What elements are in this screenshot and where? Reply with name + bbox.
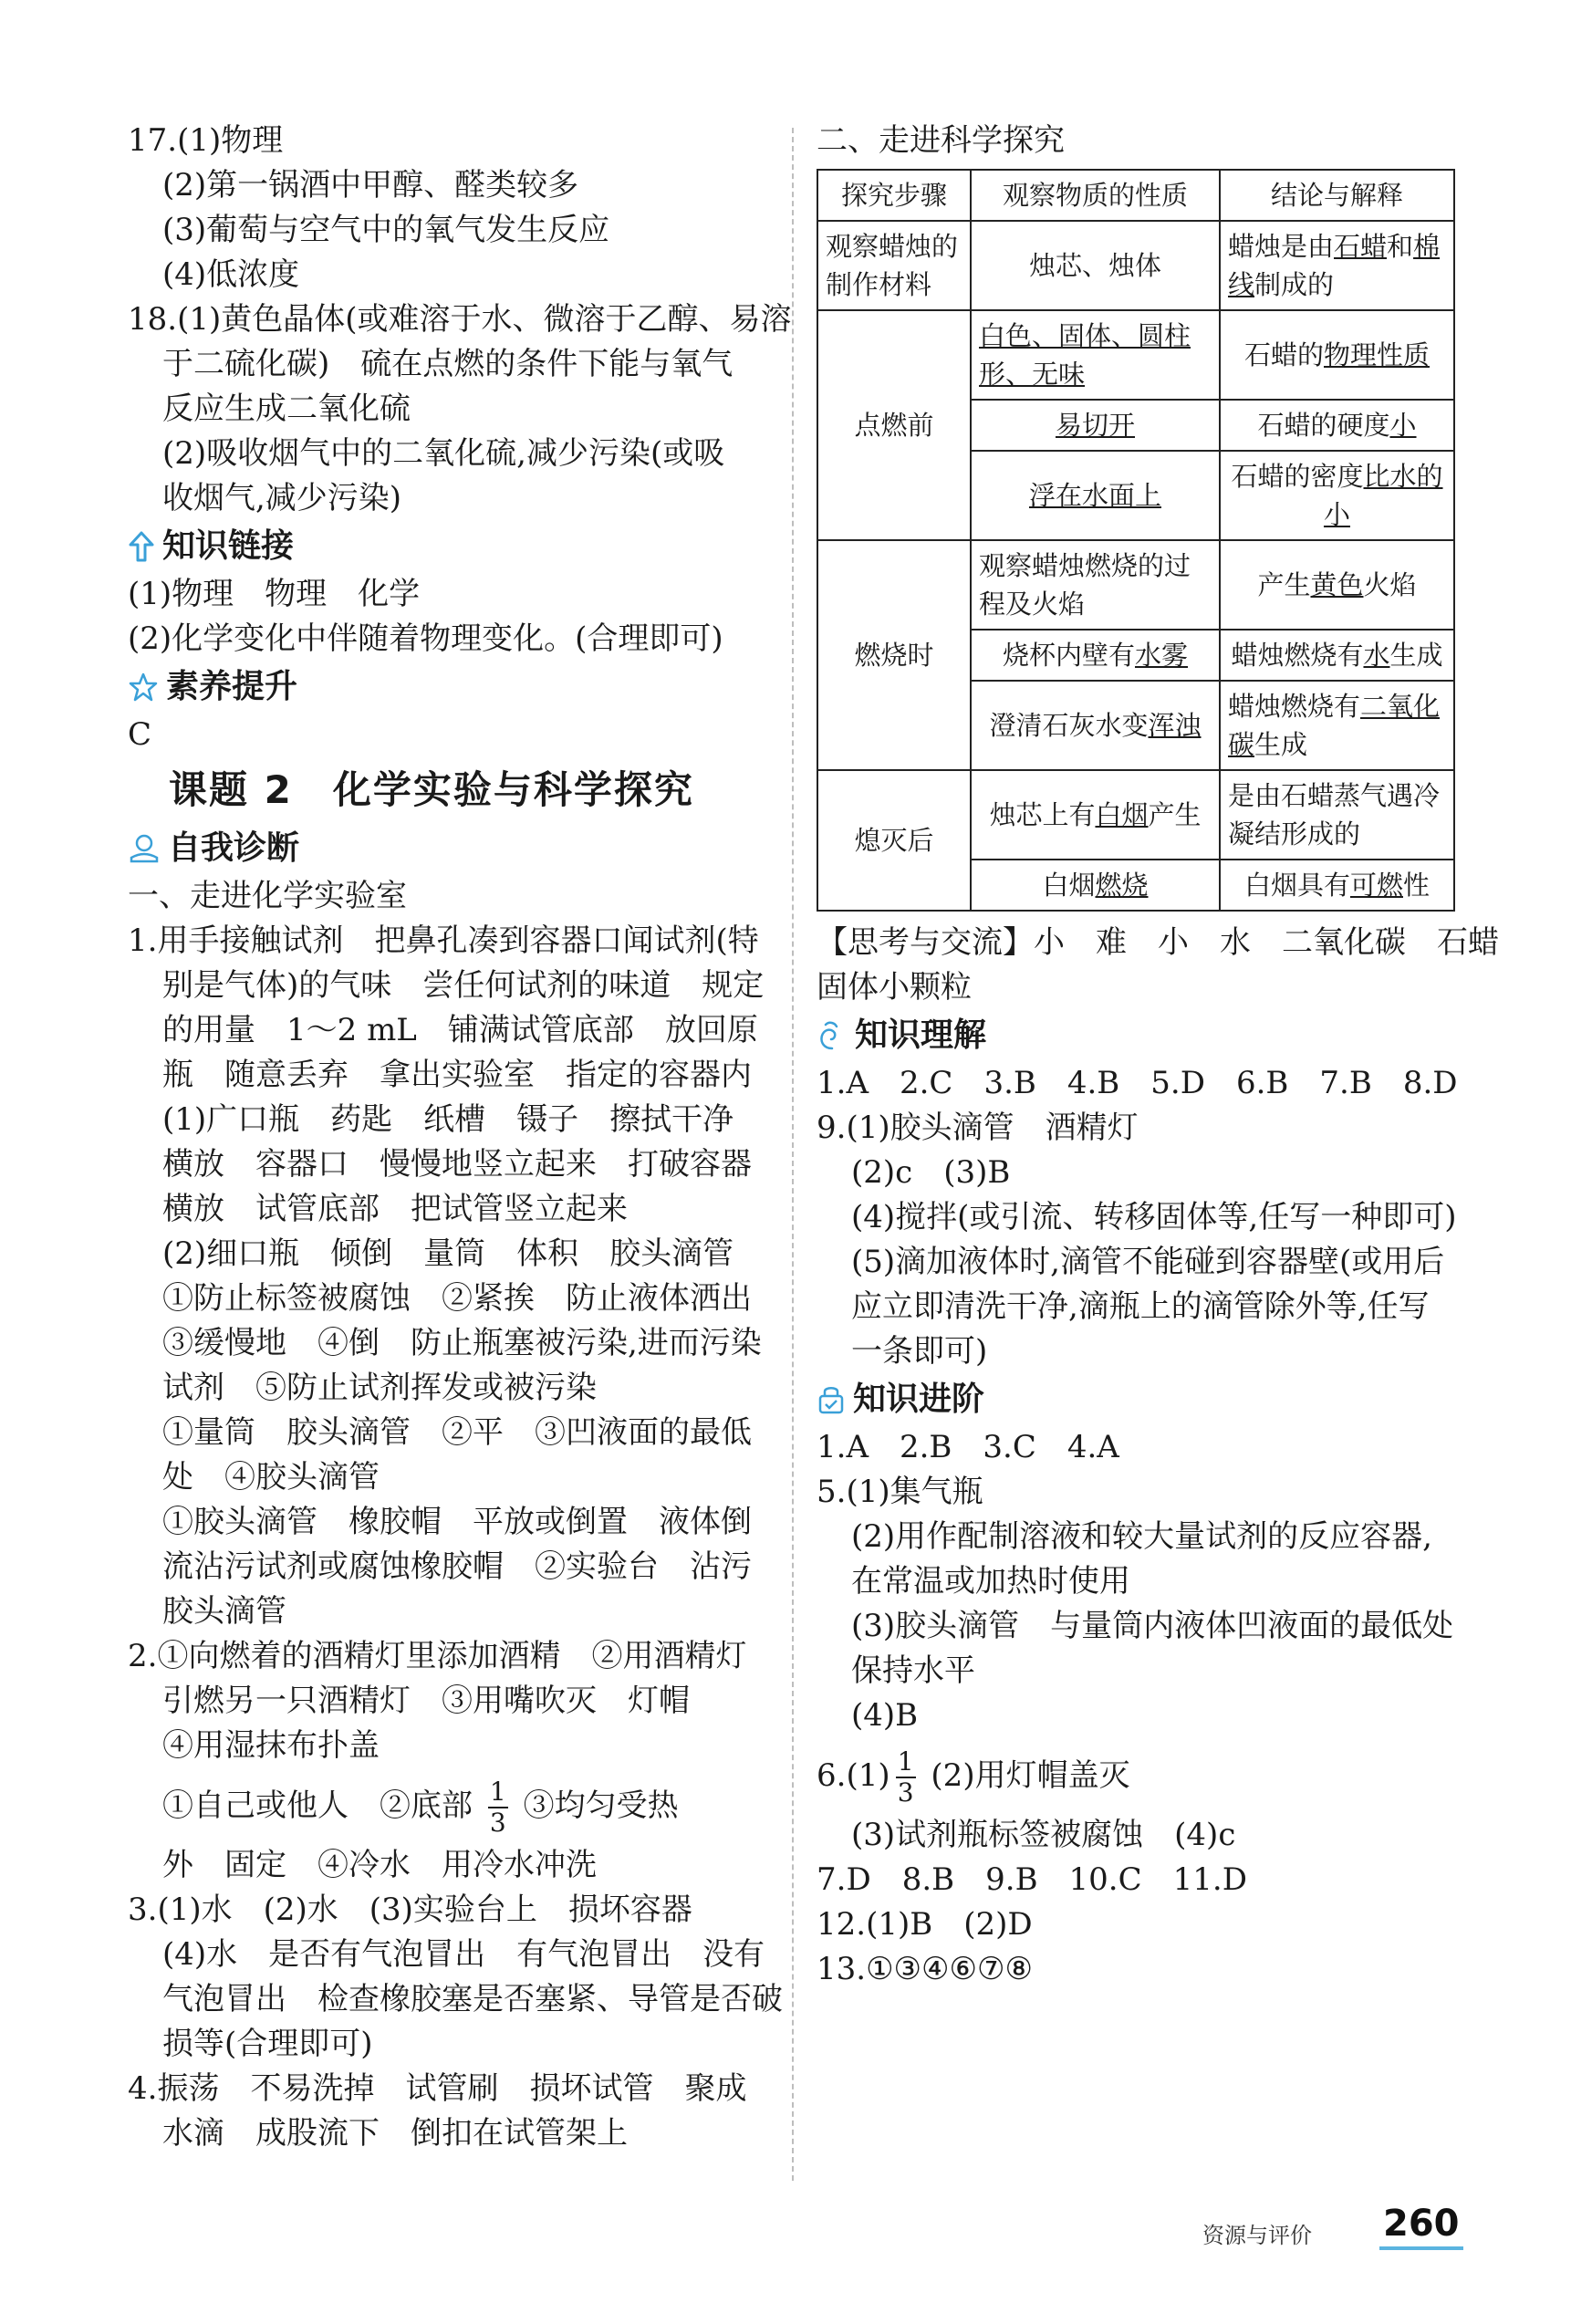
answer-line: (3)胶头滴管 与量筒内液体凹液面的最低处 — [851, 1608, 1454, 1644]
answer-line: (5)滴加液体时,滴管不能碰到容器壁(或用后 — [851, 1244, 1445, 1280]
underlined-answer: 水 — [1363, 640, 1390, 671]
lesson-title: 课题 2 化学实验与科学探究 — [169, 767, 694, 812]
underlined-answer: 黄色 — [1310, 569, 1364, 600]
section-title: 知识理解 — [855, 1016, 987, 1054]
text: 生成 — [1254, 729, 1308, 760]
header-observe: 观察物质的性质 — [971, 170, 1220, 221]
fraction-line-post: ③均匀受热 — [523, 1787, 679, 1824]
answer-line: (3)试剂瓶标签被腐蚀 (4)c — [851, 1817, 1236, 1853]
answer-line: 引燃另一只酒精灯 ③用嘴吹灭 灯帽 — [162, 1683, 690, 1719]
fraction-one-third — [896, 1747, 916, 1808]
underlined-answer: 易切开 — [1055, 410, 1135, 441]
answer-line: 5.(1)集气瓶 — [817, 1474, 983, 1510]
text: 产生 — [1257, 569, 1311, 600]
observe-cell — [971, 310, 1220, 400]
knowledge-link-answers — [128, 572, 775, 662]
text: 生成 — [1389, 640, 1443, 671]
answer-line: 瓶 随意丢弃 拿出实验室 指定的容器内 — [162, 1057, 752, 1093]
conclusion-cell — [1220, 681, 1454, 770]
answer-line: (4)低浓度 — [162, 256, 300, 293]
text: 白烟 — [1042, 870, 1096, 901]
answer-line: 损等(合理即可) — [162, 2026, 373, 2062]
column-divider — [792, 128, 794, 2181]
conclusion-cell — [1220, 540, 1454, 630]
fraction-line-pre: 6.(1) — [817, 1757, 890, 1794]
fraction-denominator: 3 — [897, 1777, 914, 1808]
answer-line: (2)c (3)B — [851, 1154, 1011, 1191]
answer-line: 一、走进化学实验室 — [128, 878, 407, 914]
answer-line: 流沾污试剂或腐蚀橡胶帽 ②实验台 沾污 — [162, 1548, 752, 1585]
answer-line: (4)B — [851, 1697, 919, 1734]
section-knowledge-link — [128, 521, 775, 572]
answer-line: (2)细口瓶 倾倒 量筒 体积 胶头滴管 — [162, 1235, 734, 1272]
observe-cell — [971, 400, 1220, 451]
quality-answer — [128, 713, 775, 757]
answer-line: 1.用手接触试剂 把鼻孔凑到容器口闻试剂(特 — [128, 922, 759, 959]
text: 蜡烛燃烧有 — [1231, 640, 1364, 671]
answer-line: (4)搅拌(或引流、转移固体等,任写一种即可) — [851, 1199, 1457, 1235]
underlined-answer: 棉线 — [1228, 231, 1441, 300]
text: 蜡烛燃烧有 — [1228, 691, 1361, 722]
underlined-answer: 可燃 — [1349, 870, 1403, 901]
answer-line: ①胶头滴管 橡胶帽 平放或倒置 液体倒 — [162, 1504, 752, 1540]
fraction-numerator: 1 — [897, 1746, 914, 1777]
step-cell: 燃烧时 — [817, 540, 971, 770]
text: 白烟具有 — [1243, 870, 1350, 901]
step-cell: 熄灭后 — [817, 770, 971, 911]
answer-line: 9.(1)胶头滴管 酒精灯 — [817, 1110, 1139, 1146]
answer-line: 保持水平 — [851, 1652, 975, 1689]
fraction-line-pre: ①自己或他人 ②底部 — [162, 1787, 473, 1824]
observe-cell — [971, 681, 1220, 770]
page-number: 260 — [1379, 2201, 1463, 2250]
text: 烛芯上有 — [989, 799, 1096, 830]
section-title: 知识进阶 — [853, 1381, 985, 1418]
text: 石蜡的硬度 — [1257, 410, 1390, 441]
answer-line: (2)用作配制溶液和较大量试剂的反应容器, — [851, 1518, 1432, 1555]
answer-line: 收烟气,减少污染) — [162, 480, 402, 516]
answer-line: ①量筒 胶头滴管 ②平 ③凹液面的最低 — [162, 1414, 752, 1451]
table-row — [817, 310, 1454, 400]
answer-line: 在常温或加热时使用 — [851, 1563, 1130, 1600]
answer-line: ①防止标签被腐蚀 ②紧挨 防止液体洒出 — [162, 1280, 752, 1317]
fraction-line — [817, 1738, 1460, 1813]
underlined-answer: 白色、固体、圆柱形、无味 — [979, 320, 1191, 390]
underlined-answer: 燃烧 — [1095, 870, 1149, 901]
answer-line: 水滴 成股流下 倒扣在试管架上 — [162, 2115, 628, 2152]
science-inquiry-heading: 二、走进科学探究 — [817, 122, 1065, 159]
answer-line: 17.(1)物理 — [128, 122, 284, 159]
answer-line: (1)广口瓶 药匙 纸槽 镊子 擦拭干净 — [162, 1101, 734, 1138]
fraction-line — [128, 1768, 775, 1843]
fraction-one-third — [488, 1777, 508, 1838]
answer-line: (2)化学变化中伴随着物理变化。(合理即可) — [128, 620, 723, 657]
underlined-answer: 浮在水面上 — [1028, 480, 1161, 511]
star-icon — [128, 672, 159, 703]
answer-line: ④用湿抹布扑盖 — [162, 1727, 380, 1764]
observe-cell — [971, 860, 1220, 911]
section-title: 知识链接 — [162, 527, 295, 565]
header-conclusion: 结论与解释 — [1220, 170, 1454, 221]
observe-cell: 烛芯、烛体 — [971, 221, 1220, 310]
answer-line: 4.振荡 不易洗掉 试管刷 损坏试管 聚成 — [128, 2070, 747, 2107]
section-title: 自我诊断 — [168, 829, 300, 867]
underlined-answer: 浑浊 — [1148, 710, 1202, 741]
table-row — [817, 540, 1454, 630]
answer-line: 12.(1)B (2)D — [817, 1906, 1033, 1943]
section-title: 素养提升 — [166, 668, 298, 705]
answer-line: 试剂 ⑤防止试剂挥发或被污染 — [162, 1370, 597, 1406]
table-row — [817, 770, 1454, 860]
underlined-answer: 小 — [1389, 410, 1417, 441]
underlined-answer: 物理性质 — [1324, 339, 1431, 370]
answers-6-13 — [817, 1813, 1460, 1992]
observe-cell — [971, 451, 1220, 540]
conclusion-cell — [1220, 630, 1454, 681]
step-cell: 点燃前 — [817, 310, 971, 540]
think-and-discuss — [817, 921, 1499, 1010]
table-row — [817, 221, 1454, 310]
conclusion-cell — [1220, 310, 1454, 400]
section-quality-improve — [128, 662, 775, 713]
underlined-answer: 比水的小 — [1323, 461, 1443, 530]
answer-line: (2)吸收烟气中的二氧化硫,减少污染(或吸 — [162, 435, 725, 472]
lock-check-icon — [817, 1383, 846, 1416]
advance-answers — [817, 1425, 1460, 1738]
underlined-answer: 水雾 — [1135, 640, 1189, 671]
answer-line: 胶头滴管 — [162, 1593, 286, 1630]
left-column — [128, 119, 792, 2156]
underlined-answer: 石蜡 — [1334, 231, 1388, 262]
swirl-icon — [817, 1019, 848, 1052]
text: 蜡烛是由 — [1228, 231, 1335, 262]
answer-line: 一条即可) — [851, 1333, 988, 1370]
conclusion-cell — [1220, 221, 1454, 310]
answer-line: 7.D 8.B 9.B 10.C 11.D — [817, 1861, 1247, 1898]
person-pin-icon — [128, 832, 161, 865]
text: 和 — [1387, 231, 1414, 262]
answer-line: (1)物理 物理 化学 — [128, 576, 421, 612]
answer-line: 的用量 1～2 mL 铺满试管底部 放回原 — [162, 1012, 758, 1048]
section-knowledge-understand — [817, 1010, 1460, 1061]
answer-line: 3.(1)水 (2)水 (3)实验台上 损坏容器 — [128, 1892, 692, 1928]
table-header-row — [817, 170, 1454, 221]
answer-line: C — [128, 716, 152, 753]
underlined-answer: 白烟 — [1095, 799, 1149, 830]
arrow-up-icon — [128, 530, 155, 563]
answer-line: 应立即清洗干净,滴瓶上的滴管除外等,任写 — [851, 1288, 1430, 1325]
answer-line: 【思考与交流】小 难 小 水 二氧化碳 石蜡 — [817, 924, 1499, 961]
footer-label: 资源与评价 — [1202, 2223, 1312, 2248]
answer-line: 固体小颗粒 — [817, 969, 972, 1006]
answer-line: 外 固定 ④冷水 用冷水冲洗 — [162, 1847, 597, 1883]
answer-line: (4)水 是否有气泡冒出 有气泡冒出 没有 — [162, 1936, 765, 1973]
fraction-line-post: (2)用灯帽盖灭 — [931, 1757, 1130, 1794]
answer-line: ③缓慢地 ④倒 防止瓶塞被污染,进而污染 — [162, 1325, 762, 1361]
answer-line: 13.①③④⑥⑦⑧ — [817, 1951, 1033, 1987]
answer-line: 于二硫化碳) 硫在点燃的条件下能与氧气 — [162, 346, 733, 382]
conclusion-cell — [1220, 451, 1454, 540]
answer-line: 1.A 2.B 3.C 4.A — [817, 1429, 1119, 1465]
conclusion-cell — [1220, 860, 1454, 911]
answer-line: 18.(1)黄色晶体(或难溶于水、微溶于乙醇、易溶 — [128, 301, 792, 338]
inquiry-table — [817, 169, 1455, 912]
text: 性 — [1403, 870, 1431, 901]
header-step: 探究步骤 — [817, 170, 971, 221]
section-knowledge-advance — [817, 1374, 1460, 1425]
step-cell: 观察蜡烛的制作材料 — [817, 221, 971, 310]
answer-line: 气泡冒出 检查橡胶塞是否塞紧、导管是否破 — [162, 1981, 783, 2017]
answer-line: (2)第一锅酒中甲醇、醛类较多 — [162, 167, 579, 203]
text: 火焰 — [1363, 569, 1417, 600]
self-diagnosis-answers — [128, 874, 775, 1768]
conclusion-cell: 是由石蜡蒸气遇冷凝结形成的 — [1220, 770, 1454, 860]
text: 制成的 — [1254, 269, 1335, 300]
answer-line: 反应生成二氧化硫 — [162, 391, 411, 427]
answer-line: 横放 容器口 慢慢地竖立起来 打破容器 — [162, 1146, 752, 1183]
underlined-answer: 二氧化碳 — [1228, 691, 1441, 760]
observe-cell — [971, 630, 1220, 681]
text: 石蜡的密度 — [1231, 461, 1364, 492]
answer-line: 横放 试管底部 把试管竖立起来 — [162, 1191, 628, 1227]
answer-line: 1.A 2.C 3.B 4.B 5.D 6.B 7.B 8.D — [817, 1065, 1458, 1101]
answer-line: 2.①向燃着的酒精灯里添加酒精 ②用酒精灯 — [128, 1638, 747, 1674]
fraction-denominator: 3 — [489, 1808, 506, 1838]
observe-cell — [971, 770, 1220, 860]
text: 产生 — [1148, 799, 1202, 830]
conclusion-cell — [1220, 400, 1454, 451]
right-column — [817, 119, 1499, 1992]
text: 烧杯内壁有 — [1002, 640, 1135, 671]
answer-line: 处 ④胶头滴管 — [162, 1459, 380, 1495]
answer-line: (3)葡萄与空气中的氧气发生反应 — [162, 212, 610, 248]
understand-answers — [817, 1061, 1460, 1374]
answers-17-18 — [128, 119, 792, 521]
text: 澄清石灰水变 — [989, 710, 1149, 741]
answer-line: 别是气体)的气味 尝任何试剂的味道 规定 — [162, 967, 765, 1004]
text: 石蜡的 — [1243, 339, 1324, 370]
fraction-numerator: 1 — [489, 1777, 506, 1807]
observe-cell: 观察蜡烛燃烧的过程及火焰 — [971, 540, 1220, 630]
answers-2-4 — [128, 1843, 783, 2156]
section-self-diagnosis — [128, 823, 775, 874]
